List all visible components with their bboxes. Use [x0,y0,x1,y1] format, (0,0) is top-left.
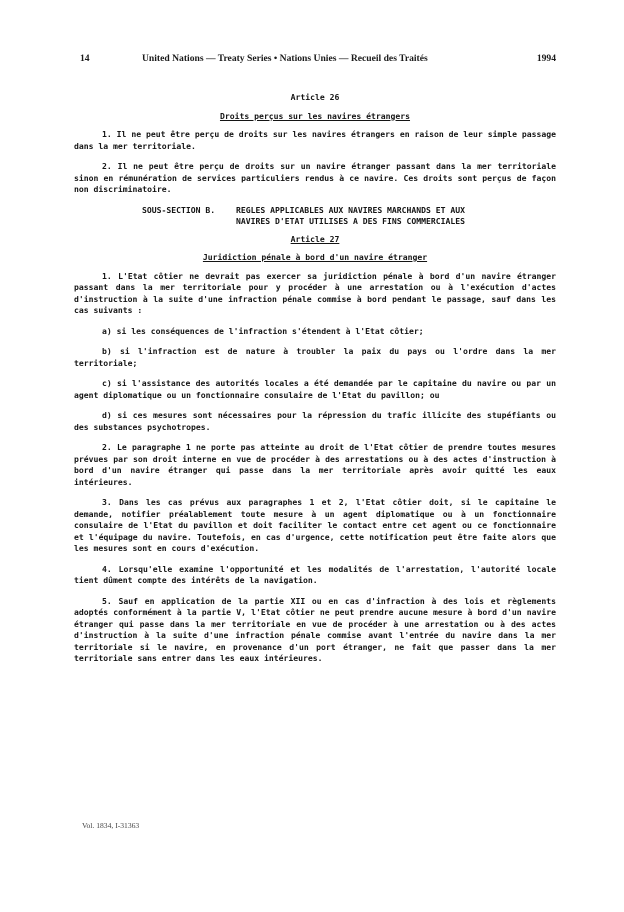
page-number: 14 [80,53,90,64]
article-26-paragraph-1: 1. Il ne peut être perçu de droits sur les navires étrangers en raison de leur simple passage dans la mer territoriale. [74,129,556,151]
article-27-item-d: d) si ces mesures sont nécessaires pour la répression du trafic illicite des stupéfiants ou des substances psychotropes. [74,410,556,432]
article-26-subtitle: Droits perçus sur les navires étrangers [219,110,411,121]
subsection-heading [142,205,556,228]
article-27-paragraph-4: 4. Lorsqu'elle examine l'opportunité et les modalités de l'arrestation, l'autorité locale tient dûment compte des intérêts de la navigation. [74,563,556,585]
article-27-paragraph-1: 1. L'Etat côtier ne devrait pas exercer sa juridiction pénale à bord d'un navire étranger passant dans la mer territoriale pour y procéder à une arrestation ou à l'exécution d'actes d'instruction à la suite d'une infraction pénale commise à bord pendant le passage, sauf dans les cas suivants : [74,270,556,315]
article-26-title: Article 26 [290,92,340,102]
article-27-item-a: a) si les conséquences de l'infraction s'étendent à l'Etat côtier; [102,325,424,336]
document-body [74,92,556,674]
article-26-paragraph-2: 2. Il ne peut être perçu de droits sur un navire étranger passant dans la mer territoriale sinon en rémunération de services particuliers rendus à ce navire. Ces droits sont perçus de façon non discriminatoire. [74,161,556,194]
article-27-subtitle: Juridiction pénale à bord d'un navire étranger [202,252,428,262]
article-27-item-c: c) si l'assistance des autorités locales a été demandée par le capitaine du navire ou par un agent diplomatique ou un fonctionnaire consulaire de l'Etat du pavillon; ou [74,378,556,400]
header-year: 1994 [536,53,556,64]
series-title: United Nations — Treaty Series • Nations Unies — Recueil des Traités [142,53,428,64]
article-27-paragraph-3: 3. Dans les cas prévus aux paragraphes 1 et 2, l'Etat côtier doit, si le capitaine le demande, notifier préalablement toute mesure à un agent diplomatique ou à un fonctionnaire consulaire de l'Etat du pavillon et doit faciliter le contact entre cet agent ou ce fonctionnaire et l'équipage du navire. Toutefois, en cas d'urgence, cette notification peut être faite alors que les mesures sont en cours d'exécution. [74,497,556,553]
article-27-item-b: b) si l'infraction est de nature à troubler la paix du pays ou l'ordre dans la mer territoriale; [74,346,556,368]
volume-reference: Vol. 1834, I-31363 [82,821,140,830]
subsection-title: REGLES APPLICABLES AUX NAVIRES MARCHANDS ET AUX NAVIRES D'ETAT UTILISES A DES FINS COMMERCIALES [236,204,466,226]
article-27-paragraph-5: 5. Sauf en application de la partie XII ou en cas d'infraction à des lois et règlements adoptés conformément à la partie V, l'Etat côtier ne peut prendre aucune mesure à bord d'un navire étranger qui passe dans la mer territoriale en vue de procéder à une arrestation ou à des actes d'instruction à la suite d'une infraction pénale commise avant l'entrée du navire dans la mer territoriale si le navire, en provenance d'un port étranger, ne fait que passer dans la mer territoriale sans entrer dans les eaux intérieures. [74,595,556,663]
article-27-paragraph-2: 2. Le paragraphe 1 ne porte pas atteinte au droit de l'Etat côtier de prendre toutes mesures prévues par son droit interne en vue de procéder à des arrestations ou à des actes d'instruction à bord d'un navire étranger qui passe dans la mer territoriale après avoir quitté les eaux intérieures. [74,442,556,487]
subsection-label: SOUS-SECTION B. [142,204,216,215]
article-27-title: Article 27 [290,233,340,244]
running-header [80,53,556,69]
